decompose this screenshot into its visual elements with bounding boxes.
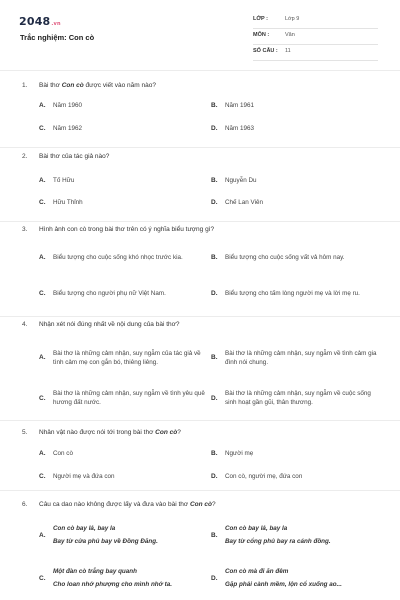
option-c[interactable] (39, 472, 204, 481)
page-title: Trắc nghiệm: Con cò (20, 33, 95, 42)
option-text: Người mẹ và đứa con (53, 473, 115, 480)
option-text: Năm 1962 (53, 125, 83, 132)
header (0, 0, 400, 70)
option-letter: A. (39, 102, 46, 109)
question-text-pre: Câu ca dao nào không được lấy và đưa vào bài thơ (39, 501, 190, 508)
option-b[interactable] (211, 449, 381, 458)
question-text-em: Con cò (155, 429, 178, 436)
meta-subject-label: MÔN : (253, 32, 270, 38)
option-c[interactable] (39, 563, 206, 593)
question-number: 4. (22, 321, 28, 328)
option-d[interactable] (211, 472, 381, 481)
question-number: 6. (22, 501, 28, 508)
option-a[interactable] (39, 449, 204, 458)
option-letter: C. (39, 574, 46, 582)
option-a[interactable] (39, 246, 204, 268)
meta-class (253, 13, 378, 29)
option-letter: A. (39, 354, 46, 361)
question-4 (0, 316, 400, 420)
question-2 (0, 147, 400, 221)
meta-class-value: Lớp 9 (285, 16, 300, 22)
meta-count (253, 45, 378, 61)
option-letter: C. (39, 394, 46, 402)
question-number: 5. (22, 429, 28, 436)
question-number: 3. (22, 226, 28, 233)
question-text-post: ? (211, 501, 216, 508)
option-b[interactable] (211, 342, 381, 373)
option-c[interactable] (39, 387, 206, 409)
question-text-pre: Nhân vật nào được nói tới trong bài thơ (39, 429, 156, 436)
option-text: Biểu tượng cho người phụ nữ Việt Nam. (53, 289, 166, 297)
question-text-em: Con cò (189, 501, 212, 508)
option-letter: C. (39, 289, 46, 297)
option-text: Con cò, người mẹ, đứa con (225, 473, 303, 480)
option-c[interactable] (39, 198, 204, 207)
option-text: Tố Hữu (53, 177, 75, 184)
option-letter: A. (39, 253, 46, 261)
option-c[interactable] (39, 124, 204, 133)
option-b[interactable] (211, 246, 381, 268)
question-number: 2. (22, 153, 28, 160)
question-text-em: Con cò (61, 82, 84, 89)
question-text (39, 429, 379, 436)
question-text-post: được viết vào năm nào? (83, 82, 156, 89)
question-3 (0, 221, 400, 316)
question-6 (0, 490, 400, 600)
option-letter: D. (211, 394, 218, 402)
site-logo[interactable] (19, 15, 61, 28)
option-letter: B. (211, 102, 218, 109)
option-letter: C. (39, 125, 46, 132)
option-d[interactable] (211, 198, 381, 207)
option-text: Bài thơ là những cảm nhận, suy ngẫm của tác giả về tình cảm mẹ con gắn bó, thiêng liêng. (53, 349, 201, 366)
option-text: Người mẹ (225, 450, 254, 457)
option-letter: A. (39, 450, 46, 457)
question-text (39, 321, 379, 328)
option-d[interactable] (211, 282, 381, 304)
option-text: Năm 1961 (225, 102, 255, 109)
option-text: Bài thơ là những cảm nhận, suy ngẫm về tình yêu quê hương đất nước. (53, 390, 205, 406)
option-letter: B. (211, 253, 218, 261)
option-text: Chế Lan Viên (225, 199, 264, 206)
meta-subject (253, 29, 378, 45)
option-letter: D. (211, 473, 218, 480)
option-text: Bài thơ là những cảm nhận, suy ngẫm về cuộc sống sinh hoạt gần gũi, thân thương. (225, 390, 371, 406)
question-text-post: ? (177, 429, 181, 436)
meta-count-label: SỐ CÂU : (253, 48, 278, 54)
option-letter: B. (211, 450, 218, 457)
option-text: Biểu tượng cho cuộc sống khó nhọc trước kia. (53, 253, 183, 261)
question-text (39, 226, 379, 233)
option-a[interactable] (39, 342, 206, 373)
question-text-pre: Bài thơ của tác giả nào? (39, 153, 110, 160)
option-letter: A. (39, 531, 46, 539)
option-b[interactable] (211, 101, 381, 110)
meta-subject-value: Văn (285, 32, 295, 38)
question-text (39, 501, 379, 508)
option-a[interactable] (39, 520, 206, 550)
option-text: Con cò bay lả, bay la Bay từ cổng phủ bay ra cánh đồng. (225, 525, 331, 545)
option-letter: C. (39, 473, 46, 480)
option-text: Một đàn cò trắng bay quanh Cho loan nhớ phượng cho mình nhớ ta. (53, 568, 172, 588)
option-letter: D. (211, 289, 218, 297)
question-text-pre: Nhận xét nói đúng nhất về nội dung của bài thơ? (39, 321, 180, 328)
option-letter: A. (39, 177, 46, 184)
question-1 (0, 70, 400, 147)
option-d[interactable] (211, 124, 381, 133)
option-letter: C. (39, 199, 46, 206)
option-text: Biểu tượng cho tấm lòng người mẹ và lời mẹ ru. (225, 289, 360, 297)
option-b[interactable] (211, 176, 381, 185)
option-text: Hữu Thỉnh (53, 199, 83, 206)
question-5 (0, 420, 400, 490)
option-c[interactable] (39, 282, 204, 304)
question-text-pre: Bài thơ (39, 82, 62, 89)
logo-suffix: .vn (51, 21, 61, 27)
option-letter: B. (211, 354, 218, 361)
option-d[interactable] (211, 387, 381, 409)
logo-text: 2048 (19, 15, 51, 28)
option-text: Nguyễn Du (225, 177, 257, 184)
option-letter: B. (211, 531, 218, 539)
option-text: Con cò mà đi ăn đêm Gặp phải cành mềm, lộn cổ xuống ao... (225, 568, 342, 588)
option-letter: B. (211, 177, 218, 184)
option-b[interactable] (211, 520, 381, 550)
option-letter: D. (211, 574, 218, 582)
question-text (39, 153, 379, 160)
question-number: 1. (22, 82, 28, 89)
option-letter: D. (211, 199, 218, 206)
option-text: Biểu tượng cho cuộc sống vất vả hôm nay. (225, 253, 345, 261)
question-text-pre: Hình ảnh con cò trong bài thơ trên có ý nghĩa biểu tượng gì? (39, 226, 215, 233)
option-a[interactable] (39, 176, 204, 185)
option-text: Năm 1963 (225, 125, 255, 132)
option-a[interactable] (39, 101, 204, 110)
option-d[interactable] (211, 563, 381, 593)
option-text: Con cò (53, 450, 73, 457)
question-text (39, 82, 379, 89)
option-text: Bài thơ là những cảm nhận, suy ngẫm về tình cảm gia đình nói chung. (225, 349, 377, 366)
option-text: Năm 1960 (53, 102, 83, 109)
meta-count-value: 11 (285, 48, 291, 54)
option-text: Con cò bay lả, bay la Bay từ cửa phủ bay về Đồng Đăng. (53, 525, 158, 545)
option-letter: D. (211, 125, 218, 132)
meta-class-label: LỚP : (253, 16, 268, 22)
